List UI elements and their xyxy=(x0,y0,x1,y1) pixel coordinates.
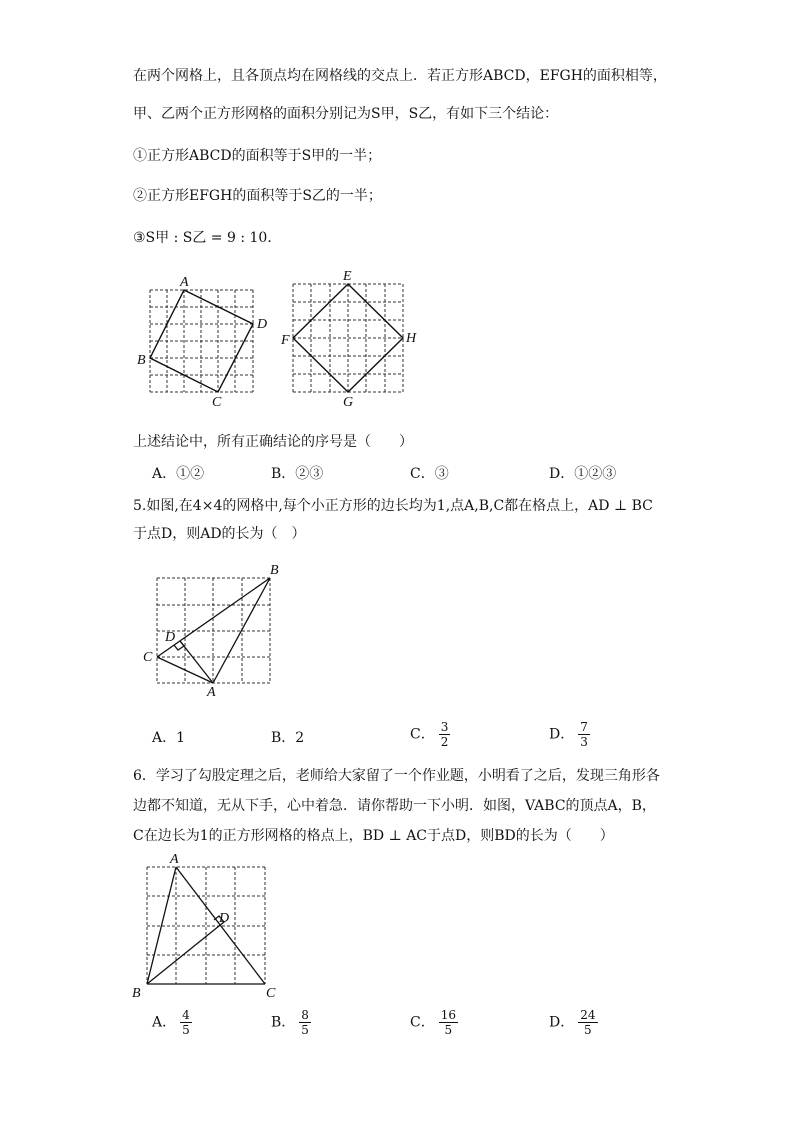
q6-option-d-fraction xyxy=(578,1008,597,1037)
q4-stem: 上述结论中，所有正确结论的序号是（ ） xyxy=(133,434,413,450)
q5-option-c-fraction xyxy=(439,720,451,749)
q5-option-c-letter: C． xyxy=(410,726,435,743)
denominator: 5 xyxy=(584,1023,592,1037)
label-f: F xyxy=(281,333,290,348)
label-g: G xyxy=(343,395,354,410)
q5-option-a[interactable] xyxy=(152,728,185,748)
label-q6-b: B xyxy=(132,986,141,1001)
label-h: H xyxy=(406,331,417,346)
q6-option-a-letter: A． xyxy=(152,1014,177,1031)
q6-option-a-fraction xyxy=(180,1008,192,1037)
q6-option-c-letter: C． xyxy=(410,1014,435,1031)
q6-stem-line-3: C在边长为1的正方形网格的格点上，BD ⊥ AC于点D，则BD的长为（ ） xyxy=(133,828,614,844)
denominator: 3 xyxy=(580,735,588,749)
label-b: B xyxy=(137,353,146,368)
numerator: 3 xyxy=(440,720,449,734)
q5-option-a-value: 1 xyxy=(176,730,186,746)
q5-option-b-value: 2 xyxy=(295,730,305,746)
q6-option-d-letter: D． xyxy=(549,1014,575,1031)
label-q5-a: A xyxy=(207,685,216,700)
q5-option-d-letter: D． xyxy=(549,726,575,743)
q5-option-b[interactable] xyxy=(271,728,304,748)
q5-option-c[interactable] xyxy=(410,720,450,749)
intro-line-2: 甲、乙两个正方形网格的面积分别记为S甲，S乙，有如下三个结论： xyxy=(133,106,559,122)
q6-option-b-fraction xyxy=(299,1008,311,1037)
numerator: 24 xyxy=(580,1008,596,1022)
q6-option-d[interactable] xyxy=(549,1008,598,1037)
label-q6-a: A xyxy=(170,852,179,867)
q6-option-b-letter: B． xyxy=(271,1014,296,1031)
numerator: 7 xyxy=(580,720,588,734)
q6-stem-line-1: 6．学习了勾股定理之后，老师给大家留了一个作业题，小明看了之后，发现三角形各 xyxy=(133,768,660,784)
numerator: 4 xyxy=(182,1008,190,1022)
q5-stem-line-2: 于点D，则AD的长为（ ） xyxy=(133,526,306,542)
q4-option-b[interactable]: B．②③ xyxy=(271,466,324,482)
label-q5-c: C xyxy=(143,650,153,665)
q5-option-a-letter: A． xyxy=(152,730,177,746)
grid-jia xyxy=(150,290,253,392)
q6-option-a[interactable] xyxy=(152,1008,192,1037)
denominator: 2 xyxy=(440,735,449,749)
label-e: E xyxy=(343,269,352,284)
grid-yi xyxy=(293,284,403,392)
label-a: A xyxy=(180,275,189,290)
q5-stem-line-1: 5.如图,在4×4的网格中,每个小正方形的边长均为1,点A,B,C都在格点上，AD ⊥ BC xyxy=(133,498,653,514)
q6-stem-line-2: 边都不知道，无从下手，心中着急．请你帮助一下小明．如图，VABC的顶点A，B， xyxy=(133,798,656,814)
label-q6-d: D xyxy=(219,911,230,926)
conclusion-1: ①正方形ABCD的面积等于S甲的一半； xyxy=(133,148,382,164)
q6-option-b[interactable] xyxy=(271,1008,311,1037)
denominator: 5 xyxy=(444,1023,453,1037)
denominator: 5 xyxy=(301,1023,309,1037)
label-c: C xyxy=(212,395,222,410)
q4-option-a[interactable]: A．①② xyxy=(152,466,205,482)
intro-line-1: 在两个网格上，且各顶点均在网格线的交点上．若正方形ABCD，EFGH的面积相等， xyxy=(133,68,667,84)
label-q5-d: D xyxy=(165,630,176,645)
q5-option-d-fraction xyxy=(578,720,590,749)
q4-option-c[interactable]: C．③ xyxy=(410,466,449,482)
numerator: 16 xyxy=(440,1008,456,1022)
label-d: D xyxy=(257,317,268,332)
conclusion-3: ③S甲 : S乙 = 9 : 10． xyxy=(133,230,282,246)
q5-option-b-letter: B． xyxy=(271,730,296,746)
q4-option-d[interactable]: D．①②③ xyxy=(549,466,617,482)
label-q5-b: B xyxy=(270,563,279,578)
conclusion-2: ②正方形EFGH的面积等于S乙的一半； xyxy=(133,188,382,204)
denominator: 5 xyxy=(182,1023,190,1037)
label-q6-c: C xyxy=(266,986,276,1001)
grid-q6 xyxy=(147,867,265,984)
q6-option-c-fraction xyxy=(439,1008,458,1037)
numerator: 8 xyxy=(301,1008,309,1022)
q6-option-c[interactable] xyxy=(410,1008,458,1037)
q5-option-d[interactable] xyxy=(549,720,590,749)
